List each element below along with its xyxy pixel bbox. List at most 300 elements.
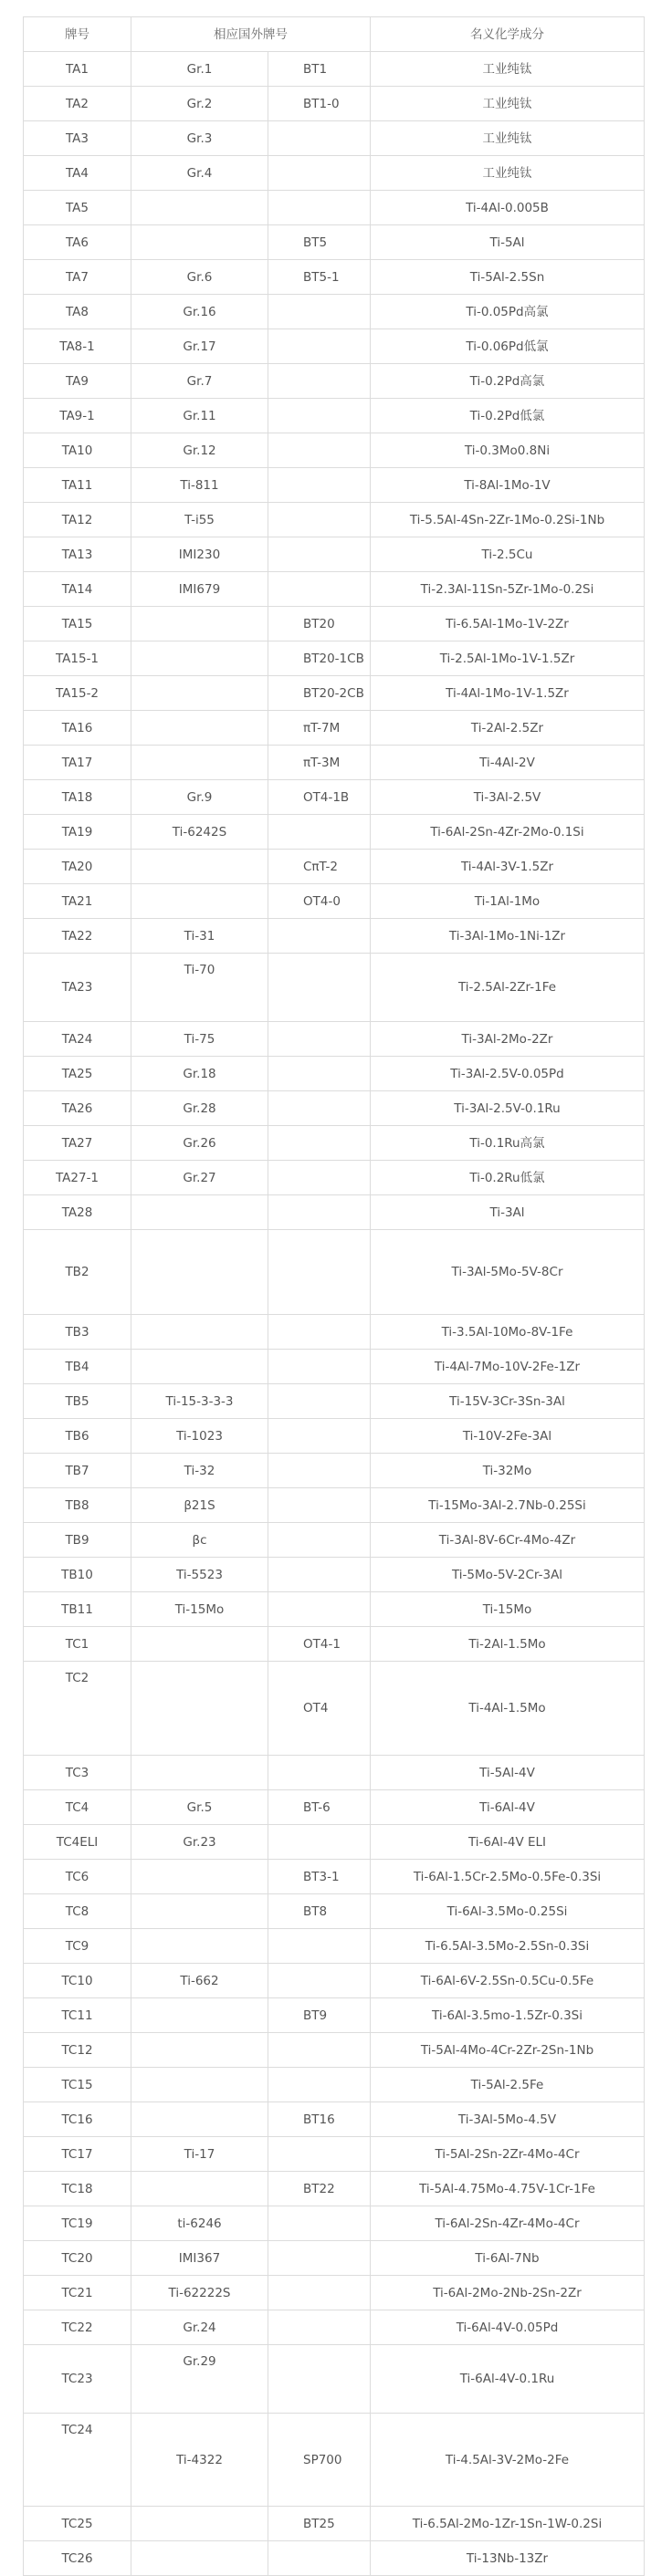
cell-composition: Ti-5Al-2Sn-2Zr-4Mo-4Cr bbox=[371, 2137, 645, 2172]
table-row bbox=[24, 1488, 645, 1523]
cell-foreign-grade-b bbox=[268, 1964, 371, 1998]
cell-foreign-grade-b: OT4-1B bbox=[268, 780, 371, 815]
cell-foreign-grade-a bbox=[131, 2102, 268, 2137]
cell-foreign-grade-b bbox=[268, 2206, 371, 2241]
cell-foreign-grade-a: Ti-17 bbox=[131, 2137, 268, 2172]
cell-foreign-grade-b bbox=[268, 1161, 371, 1195]
cell-foreign-grade-a: Ti-4322 bbox=[131, 2414, 268, 2507]
cell-foreign-grade-b: πT-3M bbox=[268, 746, 371, 780]
cell-grade: TC20 bbox=[24, 2241, 131, 2276]
cell-grade: TB9 bbox=[24, 1523, 131, 1558]
cell-foreign-grade-a bbox=[131, 2033, 268, 2068]
cell-grade: TA22 bbox=[24, 919, 131, 954]
cell-grade: TA8 bbox=[24, 295, 131, 329]
cell-composition: Ti-3.5Al-10Mo-8V-1Fe bbox=[371, 1315, 645, 1350]
cell-grade: TB5 bbox=[24, 1384, 131, 1419]
cell-foreign-grade-a bbox=[131, 225, 268, 260]
cell-foreign-grade-a: Gr.4 bbox=[131, 156, 268, 191]
cell-grade: TA15 bbox=[24, 607, 131, 641]
cell-foreign-grade-b bbox=[268, 1756, 371, 1790]
table-row bbox=[24, 2033, 645, 2068]
cell-grade: TC16 bbox=[24, 2102, 131, 2137]
cell-composition: Ti-6.5Al-2Mo-1Zr-1Sn-1W-0.2Si bbox=[371, 2507, 645, 2541]
cell-foreign-grade-a bbox=[131, 641, 268, 676]
cell-grade: TA18 bbox=[24, 780, 131, 815]
cell-foreign-grade-b: BT1-0 bbox=[268, 87, 371, 121]
cell-composition: Ti-4Al-7Mo-10V-2Fe-1Zr bbox=[371, 1350, 645, 1384]
cell-foreign-grade-b bbox=[268, 2345, 371, 2414]
cell-grade: TA5 bbox=[24, 191, 131, 225]
table-row bbox=[24, 1790, 645, 1825]
cell-composition: Ti-3Al-2.5V bbox=[371, 780, 645, 815]
cell-foreign-grade-b bbox=[268, 2241, 371, 2276]
cell-composition: Ti-5Al-4.75Mo-4.75V-1Cr-1Fe bbox=[371, 2172, 645, 2206]
cell-foreign-grade-a: Gr.2 bbox=[131, 87, 268, 121]
cell-foreign-grade-a bbox=[131, 1929, 268, 1964]
cell-grade: TA17 bbox=[24, 746, 131, 780]
table-row bbox=[24, 121, 645, 156]
cell-foreign-grade-b bbox=[268, 2310, 371, 2345]
table-row bbox=[24, 2414, 645, 2507]
table-row bbox=[24, 1756, 645, 1790]
table-row bbox=[24, 1558, 645, 1592]
cell-composition: Ti-5Al bbox=[371, 225, 645, 260]
table-row bbox=[24, 572, 645, 607]
cell-composition: Ti-2.5Al-1Mo-1V-1.5Zr bbox=[371, 641, 645, 676]
cell-composition: Ti-4Al-3V-1.5Zr bbox=[371, 850, 645, 884]
cell-grade: TA26 bbox=[24, 1091, 131, 1126]
cell-composition: Ti-0.2Pd低氯 bbox=[371, 399, 645, 433]
cell-composition: Ti-15Mo-3Al-2.7Nb-0.25Si bbox=[371, 1488, 645, 1523]
cell-grade: TC24 bbox=[24, 2414, 131, 2507]
cell-foreign-grade-b: BT20 bbox=[268, 607, 371, 641]
cell-grade: TA21 bbox=[24, 884, 131, 919]
cell-grade: TC8 bbox=[24, 1894, 131, 1929]
table-row bbox=[24, 1627, 645, 1662]
cell-composition: Ti-6Al-4V bbox=[371, 1790, 645, 1825]
table-body bbox=[24, 52, 645, 2576]
cell-foreign-grade-a bbox=[131, 884, 268, 919]
cell-foreign-grade-a bbox=[131, 1350, 268, 1384]
cell-foreign-grade-b bbox=[268, 1057, 371, 1091]
cell-foreign-grade-a bbox=[131, 607, 268, 641]
cell-grade: TA24 bbox=[24, 1022, 131, 1057]
cell-grade: TA9 bbox=[24, 364, 131, 399]
header-grade: 牌号 bbox=[24, 17, 131, 52]
cell-foreign-grade-a: IMI367 bbox=[131, 2241, 268, 2276]
table-row bbox=[24, 1592, 645, 1627]
cell-composition: Ti-15V-3Cr-3Sn-3Al bbox=[371, 1384, 645, 1419]
cell-foreign-grade-a: Gr.6 bbox=[131, 260, 268, 295]
cell-foreign-grade-a: Ti-62222S bbox=[131, 2276, 268, 2310]
cell-foreign-grade-b bbox=[268, 1195, 371, 1230]
cell-composition: Ti-2.3Al-11Sn-5Zr-1Mo-0.2Si bbox=[371, 572, 645, 607]
table-row bbox=[24, 364, 645, 399]
cell-grade: TA6 bbox=[24, 225, 131, 260]
cell-grade: TA11 bbox=[24, 468, 131, 503]
cell-foreign-grade-a: Ti-1023 bbox=[131, 1419, 268, 1454]
cell-foreign-grade-a: Ti-31 bbox=[131, 919, 268, 954]
cell-grade: TC15 bbox=[24, 2068, 131, 2102]
cell-foreign-grade-a: βc bbox=[131, 1523, 268, 1558]
cell-foreign-grade-a bbox=[131, 1662, 268, 1756]
cell-foreign-grade-b bbox=[268, 1825, 371, 1860]
cell-foreign-grade-b: BT20-1CB bbox=[268, 641, 371, 676]
table-row bbox=[24, 1929, 645, 1964]
cell-grade: TC17 bbox=[24, 2137, 131, 2172]
table-row bbox=[24, 1662, 645, 1756]
cell-foreign-grade-b bbox=[268, 919, 371, 954]
cell-composition: Ti-6.5Al-1Mo-1V-2Zr bbox=[371, 607, 645, 641]
cell-foreign-grade-b: BT5 bbox=[268, 225, 371, 260]
cell-grade: TB10 bbox=[24, 1558, 131, 1592]
cell-grade: TA13 bbox=[24, 537, 131, 572]
cell-composition: Ti-0.3Mo0.8Ni bbox=[371, 433, 645, 468]
table-row bbox=[24, 2241, 645, 2276]
table-row bbox=[24, 1384, 645, 1419]
cell-grade: TA14 bbox=[24, 572, 131, 607]
table-row bbox=[24, 711, 645, 746]
table-row bbox=[24, 2276, 645, 2310]
cell-foreign-grade-b bbox=[268, 1454, 371, 1488]
cell-composition: Ti-6Al-2Sn-4Zr-4Mo-4Cr bbox=[371, 2206, 645, 2241]
cell-grade: TA10 bbox=[24, 433, 131, 468]
cell-grade: TA4 bbox=[24, 156, 131, 191]
table-row bbox=[24, 2172, 645, 2206]
table-row bbox=[24, 1230, 645, 1315]
table-row bbox=[24, 329, 645, 364]
cell-foreign-grade-b bbox=[268, 295, 371, 329]
cell-composition: Ti-4Al-1.5Mo bbox=[371, 1662, 645, 1756]
cell-grade: TC23 bbox=[24, 2345, 131, 2414]
cell-foreign-grade-b bbox=[268, 1384, 371, 1419]
cell-composition: Ti-2.5Cu bbox=[371, 537, 645, 572]
cell-foreign-grade-a: Gr.18 bbox=[131, 1057, 268, 1091]
table-row bbox=[24, 1057, 645, 1091]
cell-foreign-grade-b bbox=[268, 954, 371, 1022]
cell-foreign-grade-a bbox=[131, 1894, 268, 1929]
cell-foreign-grade-a: Ti-70 bbox=[131, 954, 268, 1022]
table-row bbox=[24, 2541, 645, 2576]
table-row bbox=[24, 641, 645, 676]
cell-composition: Ti-6Al-2Sn-4Zr-2Mo-0.1Si bbox=[371, 815, 645, 850]
cell-grade: TA8-1 bbox=[24, 329, 131, 364]
table-row bbox=[24, 676, 645, 711]
table-row bbox=[24, 607, 645, 641]
cell-foreign-grade-a: Gr.26 bbox=[131, 1126, 268, 1161]
cell-foreign-grade-a: Gr.28 bbox=[131, 1091, 268, 1126]
cell-foreign-grade-a: Gr.5 bbox=[131, 1790, 268, 1825]
cell-composition: Ti-3Al-2.5V-0.1Ru bbox=[371, 1091, 645, 1126]
cell-composition: Ti-6Al-1.5Cr-2.5Mo-0.5Fe-0.3Si bbox=[371, 1860, 645, 1894]
cell-grade: TB8 bbox=[24, 1488, 131, 1523]
cell-foreign-grade-b: OT4-0 bbox=[268, 884, 371, 919]
table-row bbox=[24, 1825, 645, 1860]
cell-foreign-grade-b bbox=[268, 468, 371, 503]
cell-foreign-grade-a bbox=[131, 191, 268, 225]
table-row bbox=[24, 2507, 645, 2541]
cell-composition: Ti-13Nb-13Zr bbox=[371, 2541, 645, 2576]
cell-foreign-grade-b: BT-6 bbox=[268, 1790, 371, 1825]
cell-grade: TA19 bbox=[24, 815, 131, 850]
cell-foreign-grade-b bbox=[268, 1315, 371, 1350]
cell-grade: TA1 bbox=[24, 52, 131, 87]
cell-foreign-grade-a: Gr.29 bbox=[131, 2345, 268, 2414]
cell-grade: TC6 bbox=[24, 1860, 131, 1894]
cell-grade: TA25 bbox=[24, 1057, 131, 1091]
cell-composition: Ti-3Al-5Mo-4.5V bbox=[371, 2102, 645, 2137]
cell-grade: TC3 bbox=[24, 1756, 131, 1790]
cell-grade: TA3 bbox=[24, 121, 131, 156]
table-row bbox=[24, 1195, 645, 1230]
cell-grade: TA16 bbox=[24, 711, 131, 746]
table-header-row bbox=[24, 17, 645, 52]
cell-grade: TA12 bbox=[24, 503, 131, 537]
cell-composition: Ti-6Al-4V ELI bbox=[371, 1825, 645, 1860]
table-row bbox=[24, 2345, 645, 2414]
cell-foreign-grade-a: Ti-32 bbox=[131, 1454, 268, 1488]
cell-foreign-grade-a: Ti-662 bbox=[131, 1964, 268, 1998]
cell-composition: Ti-6Al-7Nb bbox=[371, 2241, 645, 2276]
cell-foreign-grade-a: Gr.27 bbox=[131, 1161, 268, 1195]
table-row bbox=[24, 1998, 645, 2033]
cell-composition: Ti-3Al-8V-6Cr-4Mo-4Zr bbox=[371, 1523, 645, 1558]
cell-composition: Ti-2.5Al-2Zr-1Fe bbox=[371, 954, 645, 1022]
table-row bbox=[24, 954, 645, 1022]
table-row bbox=[24, 746, 645, 780]
cell-foreign-grade-b bbox=[268, 1488, 371, 1523]
cell-foreign-grade-b bbox=[268, 572, 371, 607]
cell-foreign-grade-b bbox=[268, 1929, 371, 1964]
header-composition: 名义化学成分 bbox=[371, 17, 645, 52]
cell-foreign-grade-a bbox=[131, 711, 268, 746]
cell-grade: TB4 bbox=[24, 1350, 131, 1384]
cell-foreign-grade-b bbox=[268, 2541, 371, 2576]
cell-foreign-grade-a: IMI679 bbox=[131, 572, 268, 607]
cell-composition: Ti-4Al-2V bbox=[371, 746, 645, 780]
cell-composition: Ti-15Mo bbox=[371, 1592, 645, 1627]
cell-foreign-grade-b: SP700 bbox=[268, 2414, 371, 2507]
cell-grade: TB6 bbox=[24, 1419, 131, 1454]
cell-grade: TC4 bbox=[24, 1790, 131, 1825]
cell-composition: Ti-2Al-1.5Mo bbox=[371, 1627, 645, 1662]
cell-grade: TC21 bbox=[24, 2276, 131, 2310]
cell-grade: TC26 bbox=[24, 2541, 131, 2576]
table-row bbox=[24, 1350, 645, 1384]
table-row bbox=[24, 780, 645, 815]
table-row bbox=[24, 1315, 645, 1350]
cell-grade: TC1 bbox=[24, 1627, 131, 1662]
cell-foreign-grade-b bbox=[268, 815, 371, 850]
cell-foreign-grade-b bbox=[268, 121, 371, 156]
cell-foreign-grade-b bbox=[268, 537, 371, 572]
cell-composition: Ti-10V-2Fe-3Al bbox=[371, 1419, 645, 1454]
cell-composition: Ti-5Al-4V bbox=[371, 1756, 645, 1790]
table-row bbox=[24, 1419, 645, 1454]
cell-foreign-grade-b bbox=[268, 2068, 371, 2102]
cell-foreign-grade-b bbox=[268, 1126, 371, 1161]
cell-grade: TA28 bbox=[24, 1195, 131, 1230]
cell-foreign-grade-a: Ti-15-3-3-3 bbox=[131, 1384, 268, 1419]
table-row bbox=[24, 503, 645, 537]
table-row bbox=[24, 399, 645, 433]
cell-foreign-grade-b: OT4-1 bbox=[268, 1627, 371, 1662]
cell-foreign-grade-a bbox=[131, 2507, 268, 2541]
cell-foreign-grade-b bbox=[268, 329, 371, 364]
cell-grade: TB7 bbox=[24, 1454, 131, 1488]
table-row bbox=[24, 919, 645, 954]
table-row bbox=[24, 295, 645, 329]
cell-composition: Ti-3Al-2.5V-0.05Pd bbox=[371, 1057, 645, 1091]
cell-composition: Ti-6Al-3.5mo-1.5Zr-0.3Si bbox=[371, 1998, 645, 2033]
cell-composition: Ti-0.06Pd低氯 bbox=[371, 329, 645, 364]
table-row bbox=[24, 2068, 645, 2102]
cell-foreign-grade-a: Ti-75 bbox=[131, 1022, 268, 1057]
cell-composition: Ti-1Al-1Mo bbox=[371, 884, 645, 919]
cell-foreign-grade-b: BT20-2CB bbox=[268, 676, 371, 711]
cell-composition: Ti-5Al-4Mo-4Cr-2Zr-2Sn-1Nb bbox=[371, 2033, 645, 2068]
table-row bbox=[24, 87, 645, 121]
cell-grade: TA7 bbox=[24, 260, 131, 295]
cell-foreign-grade-b bbox=[268, 503, 371, 537]
cell-grade: TA2 bbox=[24, 87, 131, 121]
cell-foreign-grade-a: Gr.11 bbox=[131, 399, 268, 433]
cell-foreign-grade-b bbox=[268, 364, 371, 399]
cell-grade: TC18 bbox=[24, 2172, 131, 2206]
cell-composition: Ti-0.2Ru低氯 bbox=[371, 1161, 645, 1195]
cell-foreign-grade-b bbox=[268, 2033, 371, 2068]
cell-foreign-grade-b bbox=[268, 1523, 371, 1558]
cell-foreign-grade-b: BT3-1 bbox=[268, 1860, 371, 1894]
cell-foreign-grade-a bbox=[131, 1195, 268, 1230]
cell-foreign-grade-b: CπT-2 bbox=[268, 850, 371, 884]
cell-grade: TC10 bbox=[24, 1964, 131, 1998]
cell-foreign-grade-b bbox=[268, 1350, 371, 1384]
cell-foreign-grade-a: Ti-811 bbox=[131, 468, 268, 503]
cell-foreign-grade-a: Gr.3 bbox=[131, 121, 268, 156]
table-row bbox=[24, 2102, 645, 2137]
cell-foreign-grade-a: ti-6246 bbox=[131, 2206, 268, 2241]
table-row bbox=[24, 1894, 645, 1929]
cell-composition: 工业纯钛 bbox=[371, 121, 645, 156]
cell-composition: Ti-6Al-3.5Mo-0.25Si bbox=[371, 1894, 645, 1929]
table-row bbox=[24, 260, 645, 295]
cell-composition: 工业纯钛 bbox=[371, 156, 645, 191]
cell-foreign-grade-a bbox=[131, 1756, 268, 1790]
table-row bbox=[24, 1091, 645, 1126]
cell-grade: TC2 bbox=[24, 1662, 131, 1756]
table-row bbox=[24, 433, 645, 468]
cell-composition: Ti-6Al-6V-2.5Sn-0.5Cu-0.5Fe bbox=[371, 1964, 645, 1998]
cell-foreign-grade-a: Gr.9 bbox=[131, 780, 268, 815]
cell-grade: TB3 bbox=[24, 1315, 131, 1350]
table-row bbox=[24, 2206, 645, 2241]
cell-foreign-grade-a bbox=[131, 1860, 268, 1894]
cell-foreign-grade-b bbox=[268, 1091, 371, 1126]
cell-foreign-grade-b: BT8 bbox=[268, 1894, 371, 1929]
cell-foreign-grade-a: Gr.1 bbox=[131, 52, 268, 87]
table-row bbox=[24, 2137, 645, 2172]
cell-composition: Ti-6Al-2Mo-2Nb-2Sn-2Zr bbox=[371, 2276, 645, 2310]
cell-foreign-grade-a: Gr.12 bbox=[131, 433, 268, 468]
cell-foreign-grade-b: BT16 bbox=[268, 2102, 371, 2137]
cell-foreign-grade-b: BT1 bbox=[268, 52, 371, 87]
cell-foreign-grade-b bbox=[268, 156, 371, 191]
table-row bbox=[24, 1022, 645, 1057]
cell-foreign-grade-b bbox=[268, 1592, 371, 1627]
cell-composition: Ti-6.5Al-3.5Mo-2.5Sn-0.3Si bbox=[371, 1929, 645, 1964]
cell-foreign-grade-a bbox=[131, 1627, 268, 1662]
cell-composition: Ti-5.5Al-4Sn-2Zr-1Mo-0.2Si-1Nb bbox=[371, 503, 645, 537]
cell-grade: TA27 bbox=[24, 1126, 131, 1161]
cell-composition: Ti-3Al-1Mo-1Ni-1Zr bbox=[371, 919, 645, 954]
cell-foreign-grade-b: OT4 bbox=[268, 1662, 371, 1756]
cell-foreign-grade-a: Gr.17 bbox=[131, 329, 268, 364]
cell-grade: TC9 bbox=[24, 1929, 131, 1964]
table-row bbox=[24, 850, 645, 884]
cell-foreign-grade-b bbox=[268, 191, 371, 225]
cell-foreign-grade-b bbox=[268, 433, 371, 468]
cell-foreign-grade-a bbox=[131, 850, 268, 884]
cell-composition: Ti-6Al-4V-0.1Ru bbox=[371, 2345, 645, 2414]
cell-foreign-grade-a: Gr.16 bbox=[131, 295, 268, 329]
cell-foreign-grade-a: Ti-15Mo bbox=[131, 1592, 268, 1627]
cell-composition: Ti-3Al bbox=[371, 1195, 645, 1230]
cell-grade: TA15-2 bbox=[24, 676, 131, 711]
cell-grade: TA27-1 bbox=[24, 1161, 131, 1195]
cell-foreign-grade-b: πT-7M bbox=[268, 711, 371, 746]
cell-foreign-grade-a: Gr.24 bbox=[131, 2310, 268, 2345]
table-row bbox=[24, 1161, 645, 1195]
cell-grade: TA9-1 bbox=[24, 399, 131, 433]
cell-foreign-grade-b bbox=[268, 1419, 371, 1454]
cell-foreign-grade-b: BT5-1 bbox=[268, 260, 371, 295]
cell-foreign-grade-a: Ti-5523 bbox=[131, 1558, 268, 1592]
table-row bbox=[24, 2310, 645, 2345]
cell-foreign-grade-a bbox=[131, 676, 268, 711]
cell-grade: TB11 bbox=[24, 1592, 131, 1627]
table-row bbox=[24, 1454, 645, 1488]
cell-grade: TC22 bbox=[24, 2310, 131, 2345]
cell-grade: TC12 bbox=[24, 2033, 131, 2068]
cell-foreign-grade-a bbox=[131, 1998, 268, 2033]
cell-foreign-grade-a: Gr.7 bbox=[131, 364, 268, 399]
cell-foreign-grade-b bbox=[268, 1230, 371, 1315]
table-row bbox=[24, 815, 645, 850]
cell-composition: Ti-3Al-5Mo-5V-8Cr bbox=[371, 1230, 645, 1315]
cell-foreign-grade-b bbox=[268, 399, 371, 433]
cell-foreign-grade-a bbox=[131, 2068, 268, 2102]
cell-grade: TC19 bbox=[24, 2206, 131, 2241]
header-foreign-grade: 相应国外牌号 bbox=[131, 17, 371, 52]
cell-foreign-grade-a bbox=[131, 2541, 268, 2576]
cell-grade: TC4ELI bbox=[24, 1825, 131, 1860]
cell-composition: 工业纯钛 bbox=[371, 87, 645, 121]
cell-foreign-grade-b bbox=[268, 2276, 371, 2310]
cell-composition: Ti-4Al-1Mo-1V-1.5Zr bbox=[371, 676, 645, 711]
cell-composition: Ti-0.05Pd高氯 bbox=[371, 295, 645, 329]
cell-foreign-grade-a bbox=[131, 1315, 268, 1350]
cell-composition: Ti-0.1Ru高氯 bbox=[371, 1126, 645, 1161]
cell-foreign-grade-a: T-i55 bbox=[131, 503, 268, 537]
table-row bbox=[24, 52, 645, 87]
titanium-grade-table bbox=[23, 16, 645, 2576]
cell-composition: Ti-5Al-2.5Sn bbox=[371, 260, 645, 295]
cell-foreign-grade-a bbox=[131, 746, 268, 780]
cell-foreign-grade-b bbox=[268, 1558, 371, 1592]
cell-foreign-grade-b: BT25 bbox=[268, 2507, 371, 2541]
cell-composition: Ti-6Al-4V-0.05Pd bbox=[371, 2310, 645, 2345]
